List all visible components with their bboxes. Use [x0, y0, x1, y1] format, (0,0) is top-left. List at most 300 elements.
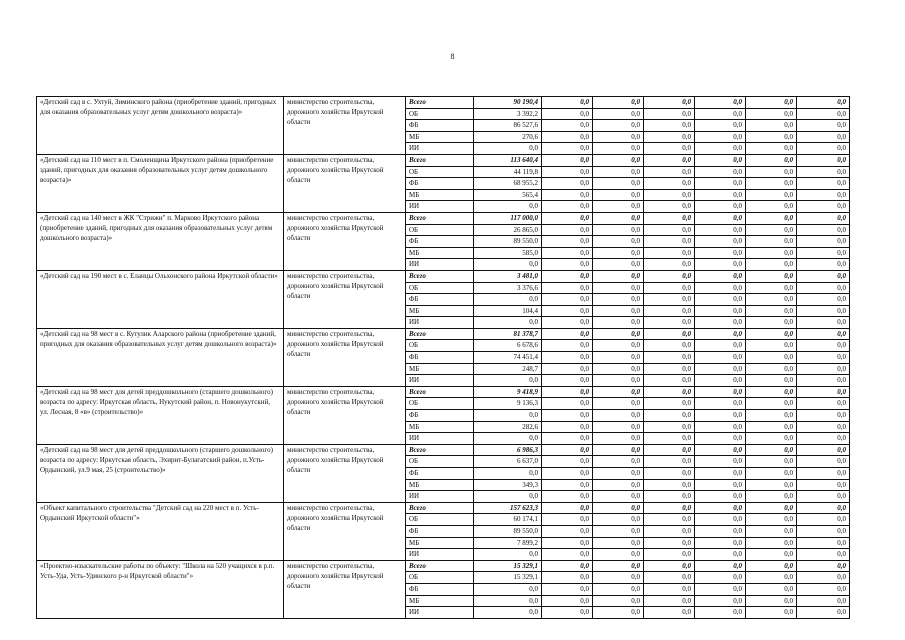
year-value-cell: 0,0 — [797, 502, 850, 514]
year-value-cell: 0,0 — [644, 143, 695, 155]
year-value-cell: 0,0 — [593, 212, 644, 224]
year-value-cell: 0,0 — [542, 247, 593, 259]
amount-cell: 6 637,0 — [474, 456, 542, 468]
amount-cell: 0,0 — [474, 433, 542, 445]
amount-cell: 44 119,8 — [474, 166, 542, 178]
year-value-cell: 0,0 — [746, 607, 797, 619]
year-value-cell: 0,0 — [542, 468, 593, 480]
year-value-cell: 0,0 — [695, 131, 746, 143]
year-value-cell: 0,0 — [746, 421, 797, 433]
year-value-cell: 0,0 — [695, 143, 746, 155]
year-value-cell: 0,0 — [644, 108, 695, 120]
year-value-cell: 0,0 — [644, 398, 695, 410]
year-value-cell: 0,0 — [746, 317, 797, 329]
year-value-cell: 0,0 — [644, 178, 695, 190]
year-value-cell: 0,0 — [593, 352, 644, 364]
year-value-cell: 0,0 — [593, 549, 644, 561]
funding-source: Всего — [406, 444, 474, 456]
year-value-cell: 0,0 — [746, 178, 797, 190]
year-value-cell: 0,0 — [593, 502, 644, 514]
funding-source: ИИ — [406, 201, 474, 213]
year-value-cell: 0,0 — [695, 282, 746, 294]
year-value-cell: 0,0 — [644, 537, 695, 549]
funding-source: ОБ — [406, 282, 474, 294]
year-value-cell: 0,0 — [746, 97, 797, 109]
funding-source: ИИ — [406, 375, 474, 387]
year-value-cell: 0,0 — [695, 479, 746, 491]
year-value-cell: 0,0 — [644, 328, 695, 340]
funding-source: Всего — [406, 154, 474, 166]
year-value-cell: 0,0 — [644, 410, 695, 422]
year-value-cell: 0,0 — [542, 166, 593, 178]
year-value-cell: 0,0 — [593, 178, 644, 190]
year-value-cell: 0,0 — [695, 421, 746, 433]
year-value-cell: 0,0 — [695, 154, 746, 166]
year-value-cell: 0,0 — [593, 131, 644, 143]
amount-cell: 0,0 — [474, 491, 542, 503]
year-value-cell: 0,0 — [542, 479, 593, 491]
amount-cell: 349,3 — [474, 479, 542, 491]
year-value-cell: 0,0 — [746, 236, 797, 248]
year-value-cell: 0,0 — [797, 189, 850, 201]
year-value-cell: 0,0 — [695, 108, 746, 120]
amount-cell: 6 678,6 — [474, 340, 542, 352]
year-value-cell: 0,0 — [797, 212, 850, 224]
year-value-cell: 0,0 — [542, 560, 593, 572]
project-name: «Детский сад на 98 мест для детей преддошкольного (старшего дошкольного) возраста по адресу: Иркутская область, Эхирит-Булагатский район, п.Усть-Ордынский, ул.9 мая, 25 (строительство)» — [37, 444, 284, 502]
year-value-cell: 0,0 — [695, 236, 746, 248]
amount-cell: 565,4 — [474, 189, 542, 201]
amount-cell: 0,0 — [474, 317, 542, 329]
year-value-cell: 0,0 — [695, 305, 746, 317]
year-value-cell: 0,0 — [593, 201, 644, 213]
year-value-cell: 0,0 — [797, 328, 850, 340]
year-value-cell: 0,0 — [542, 607, 593, 619]
year-value-cell: 0,0 — [695, 259, 746, 271]
funding-source: ОБ — [406, 340, 474, 352]
year-value-cell: 0,0 — [593, 479, 644, 491]
year-value-cell: 0,0 — [695, 525, 746, 537]
amount-cell: 270,6 — [474, 131, 542, 143]
year-value-cell: 0,0 — [644, 305, 695, 317]
year-value-cell: 0,0 — [542, 131, 593, 143]
year-value-cell: 0,0 — [797, 375, 850, 387]
year-value-cell: 0,0 — [797, 514, 850, 526]
funding-source: Всего — [406, 212, 474, 224]
year-value-cell: 0,0 — [593, 247, 644, 259]
year-value-cell: 0,0 — [542, 178, 593, 190]
funding-source: ИИ — [406, 143, 474, 155]
year-value-cell: 0,0 — [695, 212, 746, 224]
year-value-cell: 0,0 — [695, 514, 746, 526]
funding-source: Всего — [406, 270, 474, 282]
year-value-cell: 0,0 — [542, 456, 593, 468]
year-value-cell: 0,0 — [644, 247, 695, 259]
funding-source: ИИ — [406, 317, 474, 329]
page-number: 8 — [450, 52, 455, 61]
year-value-cell: 0,0 — [695, 398, 746, 410]
amount-cell: 90 190,4 — [474, 97, 542, 109]
year-value-cell: 0,0 — [746, 120, 797, 132]
year-value-cell: 0,0 — [695, 607, 746, 619]
year-value-cell: 0,0 — [644, 444, 695, 456]
amount-cell: 0,0 — [474, 259, 542, 271]
amount-cell: 113 640,4 — [474, 154, 542, 166]
funding-source: МБ — [406, 421, 474, 433]
year-value-cell: 0,0 — [644, 502, 695, 514]
year-value-cell: 0,0 — [797, 201, 850, 213]
amount-cell: 7 899,2 — [474, 537, 542, 549]
year-value-cell: 0,0 — [593, 108, 644, 120]
year-value-cell: 0,0 — [746, 352, 797, 364]
year-value-cell: 0,0 — [593, 317, 644, 329]
year-value-cell: 0,0 — [644, 270, 695, 282]
year-value-cell: 0,0 — [644, 583, 695, 595]
amount-cell: 157 623,3 — [474, 502, 542, 514]
year-value-cell: 0,0 — [797, 120, 850, 132]
year-value-cell: 0,0 — [542, 386, 593, 398]
year-value-cell: 0,0 — [797, 410, 850, 422]
year-value-cell: 0,0 — [644, 595, 695, 607]
year-value-cell: 0,0 — [542, 514, 593, 526]
year-value-cell: 0,0 — [644, 514, 695, 526]
amount-cell: 81 378,7 — [474, 328, 542, 340]
year-value-cell: 0,0 — [797, 549, 850, 561]
year-value-cell: 0,0 — [644, 294, 695, 306]
year-value-cell: 0,0 — [644, 120, 695, 132]
amount-cell: 0,0 — [474, 583, 542, 595]
funding-source: ФБ — [406, 352, 474, 364]
year-value-cell: 0,0 — [797, 386, 850, 398]
year-value-cell: 0,0 — [695, 549, 746, 561]
year-value-cell: 0,0 — [797, 352, 850, 364]
year-value-cell: 0,0 — [797, 224, 850, 236]
year-value-cell: 0,0 — [593, 340, 644, 352]
year-value-cell: 0,0 — [695, 444, 746, 456]
funding-source: МБ — [406, 595, 474, 607]
year-value-cell: 0,0 — [593, 282, 644, 294]
year-value-cell: 0,0 — [644, 363, 695, 375]
year-value-cell: 0,0 — [797, 294, 850, 306]
year-value-cell: 0,0 — [746, 456, 797, 468]
year-value-cell: 0,0 — [593, 456, 644, 468]
year-value-cell: 0,0 — [542, 549, 593, 561]
year-value-cell: 0,0 — [542, 305, 593, 317]
amount-cell: 0,0 — [474, 201, 542, 213]
year-value-cell: 0,0 — [797, 143, 850, 155]
year-value-cell: 0,0 — [593, 491, 644, 503]
year-value-cell: 0,0 — [797, 282, 850, 294]
amount-cell: 3 481,0 — [474, 270, 542, 282]
year-value-cell: 0,0 — [695, 352, 746, 364]
year-value-cell: 0,0 — [797, 317, 850, 329]
amount-cell: 68 955,2 — [474, 178, 542, 190]
year-value-cell: 0,0 — [797, 491, 850, 503]
year-value-cell: 0,0 — [746, 549, 797, 561]
year-value-cell: 0,0 — [797, 444, 850, 456]
funding-source: ФБ — [406, 178, 474, 190]
year-value-cell: 0,0 — [746, 444, 797, 456]
year-value-cell: 0,0 — [746, 224, 797, 236]
funding-source: ОБ — [406, 224, 474, 236]
year-value-cell: 0,0 — [644, 386, 695, 398]
year-value-cell: 0,0 — [746, 433, 797, 445]
funding-source: Всего — [406, 386, 474, 398]
year-value-cell: 0,0 — [644, 224, 695, 236]
year-value-cell: 0,0 — [695, 572, 746, 584]
year-value-cell: 0,0 — [797, 363, 850, 375]
year-value-cell: 0,0 — [695, 583, 746, 595]
year-value-cell: 0,0 — [644, 154, 695, 166]
year-value-cell: 0,0 — [746, 375, 797, 387]
year-value-cell: 0,0 — [593, 433, 644, 445]
year-value-cell: 0,0 — [644, 340, 695, 352]
year-value-cell: 0,0 — [644, 433, 695, 445]
year-value-cell: 0,0 — [593, 386, 644, 398]
funding-source: ИИ — [406, 607, 474, 619]
year-value-cell: 0,0 — [695, 386, 746, 398]
amount-cell: 0,0 — [474, 595, 542, 607]
funding-source: ОБ — [406, 398, 474, 410]
year-value-cell: 0,0 — [746, 131, 797, 143]
year-value-cell: 0,0 — [542, 375, 593, 387]
year-value-cell: 0,0 — [746, 398, 797, 410]
year-value-cell: 0,0 — [593, 537, 644, 549]
project-name: «Проектно-изыскательские работы по объекту: "Школа на 520 учащихся в р.п. Усть-Уда, Усть-Удинского р-н Иркутской области"» — [37, 560, 284, 618]
responsible-executor: министерство строительства, дорожного хозяйства Иркутской области — [284, 154, 406, 212]
year-value-cell: 0,0 — [746, 247, 797, 259]
amount-cell: 86 527,6 — [474, 120, 542, 132]
year-value-cell: 0,0 — [644, 97, 695, 109]
year-value-cell: 0,0 — [593, 236, 644, 248]
year-value-cell: 0,0 — [797, 247, 850, 259]
year-value-cell: 0,0 — [797, 595, 850, 607]
year-value-cell: 0,0 — [797, 270, 850, 282]
funding-source: ИИ — [406, 549, 474, 561]
year-value-cell: 0,0 — [593, 607, 644, 619]
year-value-cell: 0,0 — [695, 201, 746, 213]
year-value-cell: 0,0 — [542, 363, 593, 375]
year-value-cell: 0,0 — [593, 154, 644, 166]
table-body — [37, 97, 850, 619]
year-value-cell: 0,0 — [797, 97, 850, 109]
year-value-cell: 0,0 — [542, 502, 593, 514]
year-value-cell: 0,0 — [542, 433, 593, 445]
year-value-cell: 0,0 — [593, 328, 644, 340]
year-value-cell: 0,0 — [644, 375, 695, 387]
amount-cell: 585,0 — [474, 247, 542, 259]
year-value-cell: 0,0 — [797, 108, 850, 120]
table-row — [37, 97, 850, 109]
table-row — [37, 328, 850, 340]
year-value-cell: 0,0 — [644, 549, 695, 561]
funding-source: ФБ — [406, 583, 474, 595]
year-value-cell: 0,0 — [644, 479, 695, 491]
year-value-cell: 0,0 — [542, 595, 593, 607]
year-value-cell: 0,0 — [644, 212, 695, 224]
project-name: «Детский сад на 98 мест для детей преддошкольного (старшего дошкольного) возраста по адресу: Иркутская область, Нукутский район, п. Новонукутский, ул. Лесная, 8 «в» (строительство)» — [37, 386, 284, 444]
year-value-cell: 0,0 — [593, 421, 644, 433]
funding-source: ИИ — [406, 259, 474, 271]
year-value-cell: 0,0 — [797, 166, 850, 178]
year-value-cell: 0,0 — [542, 236, 593, 248]
year-value-cell: 0,0 — [746, 108, 797, 120]
project-name: «Детский сад в с. Ухтуй, Зиминского района (приобретение зданий, пригодных для оказания образовательных услуг детям дошкольного возраста)» — [37, 97, 284, 155]
year-value-cell: 0,0 — [644, 282, 695, 294]
year-value-cell: 0,0 — [593, 560, 644, 572]
responsible-executor: министерство строительства, дорожного хозяйства Иркутской области — [284, 270, 406, 328]
year-value-cell: 0,0 — [746, 525, 797, 537]
amount-cell: 282,6 — [474, 421, 542, 433]
year-value-cell: 0,0 — [797, 340, 850, 352]
year-value-cell: 0,0 — [797, 456, 850, 468]
year-value-cell: 0,0 — [644, 456, 695, 468]
year-value-cell: 0,0 — [593, 166, 644, 178]
responsible-executor: министерство строительства, дорожного хозяйства Иркутской области — [284, 212, 406, 270]
year-value-cell: 0,0 — [593, 189, 644, 201]
year-value-cell: 0,0 — [746, 491, 797, 503]
year-value-cell: 0,0 — [542, 340, 593, 352]
year-value-cell: 0,0 — [695, 328, 746, 340]
year-value-cell: 0,0 — [593, 525, 644, 537]
amount-cell: 0,0 — [474, 143, 542, 155]
amount-cell: 104,4 — [474, 305, 542, 317]
year-value-cell: 0,0 — [542, 294, 593, 306]
year-value-cell: 0,0 — [797, 560, 850, 572]
year-value-cell: 0,0 — [644, 468, 695, 480]
funding-source: МБ — [406, 305, 474, 317]
funding-source: Всего — [406, 502, 474, 514]
responsible-executor: министерство строительства, дорожного хозяйства Иркутской области — [284, 97, 406, 155]
amount-cell: 0,0 — [474, 549, 542, 561]
year-value-cell: 0,0 — [746, 282, 797, 294]
year-value-cell: 0,0 — [695, 224, 746, 236]
project-name: «Детский сад на 98 мест в с. Кутулик Аларского района (приобретение зданий, пригодных для оказания образовательных услуг детям дошкольного возраста)» — [37, 328, 284, 386]
amount-cell: 26 865,0 — [474, 224, 542, 236]
responsible-executor: министерство строительства, дорожного хозяйства Иркутской области — [284, 502, 406, 560]
year-value-cell: 0,0 — [593, 398, 644, 410]
funding-source: Всего — [406, 560, 474, 572]
year-value-cell: 0,0 — [695, 178, 746, 190]
year-value-cell: 0,0 — [542, 259, 593, 271]
year-value-cell: 0,0 — [746, 363, 797, 375]
year-value-cell: 0,0 — [695, 491, 746, 503]
year-value-cell: 0,0 — [797, 398, 850, 410]
amount-cell: 15 329,1 — [474, 560, 542, 572]
year-value-cell: 0,0 — [695, 97, 746, 109]
project-name: «Детский сад на 190 мест в с. Еланцы Ольхонского района Иркутской области» — [37, 270, 284, 328]
year-value-cell: 0,0 — [542, 583, 593, 595]
year-value-cell: 0,0 — [644, 259, 695, 271]
year-value-cell: 0,0 — [797, 433, 850, 445]
amount-cell: 15 329,1 — [474, 572, 542, 584]
year-value-cell: 0,0 — [593, 224, 644, 236]
amount-cell: 3 392,2 — [474, 108, 542, 120]
funding-source: ФБ — [406, 468, 474, 480]
year-value-cell: 0,0 — [695, 294, 746, 306]
project-name: «Объект капитального строительства "Детский сад на 220 мест в п. Усть-Ордынский Иркутской области"» — [37, 502, 284, 560]
year-value-cell: 0,0 — [593, 363, 644, 375]
table-row — [37, 444, 850, 456]
table-row — [37, 502, 850, 514]
year-value-cell: 0,0 — [746, 143, 797, 155]
table-row — [37, 560, 850, 572]
year-value-cell: 0,0 — [746, 189, 797, 201]
year-value-cell: 0,0 — [746, 386, 797, 398]
year-value-cell: 0,0 — [797, 421, 850, 433]
year-value-cell: 0,0 — [746, 514, 797, 526]
funding-source: ФБ — [406, 410, 474, 422]
year-value-cell: 0,0 — [797, 525, 850, 537]
year-value-cell: 0,0 — [695, 456, 746, 468]
amount-cell: 0,0 — [474, 294, 542, 306]
year-value-cell: 0,0 — [593, 120, 644, 132]
funding-source: ОБ — [406, 456, 474, 468]
year-value-cell: 0,0 — [542, 525, 593, 537]
responsible-executor: министерство строительства, дорожного хозяйства Иркутской области — [284, 444, 406, 502]
year-value-cell: 0,0 — [797, 305, 850, 317]
year-value-cell: 0,0 — [695, 340, 746, 352]
year-value-cell: 0,0 — [542, 212, 593, 224]
funding-source: ОБ — [406, 166, 474, 178]
year-value-cell: 0,0 — [746, 259, 797, 271]
year-value-cell: 0,0 — [593, 595, 644, 607]
year-value-cell: 0,0 — [695, 317, 746, 329]
year-value-cell: 0,0 — [746, 212, 797, 224]
year-value-cell: 0,0 — [593, 514, 644, 526]
funding-source: ОБ — [406, 572, 474, 584]
funding-source: ИИ — [406, 433, 474, 445]
year-value-cell: 0,0 — [542, 270, 593, 282]
responsible-executor: министерство строительства, дорожного хозяйства Иркутской области — [284, 386, 406, 444]
table-row — [37, 212, 850, 224]
year-value-cell: 0,0 — [593, 572, 644, 584]
year-value-cell: 0,0 — [695, 120, 746, 132]
year-value-cell: 0,0 — [695, 410, 746, 422]
funding-source: МБ — [406, 189, 474, 201]
year-value-cell: 0,0 — [797, 537, 850, 549]
year-value-cell: 0,0 — [797, 479, 850, 491]
year-value-cell: 0,0 — [695, 502, 746, 514]
amount-cell: 6 986,3 — [474, 444, 542, 456]
amount-cell: 0,0 — [474, 375, 542, 387]
year-value-cell: 0,0 — [593, 259, 644, 271]
year-value-cell: 0,0 — [695, 189, 746, 201]
amount-cell: 74 451,4 — [474, 352, 542, 364]
year-value-cell: 0,0 — [695, 247, 746, 259]
year-value-cell: 0,0 — [746, 572, 797, 584]
year-value-cell: 0,0 — [644, 201, 695, 213]
year-value-cell: 0,0 — [746, 468, 797, 480]
year-value-cell: 0,0 — [644, 607, 695, 619]
year-value-cell: 0,0 — [644, 421, 695, 433]
year-value-cell: 0,0 — [746, 583, 797, 595]
year-value-cell: 0,0 — [542, 328, 593, 340]
funding-source: МБ — [406, 479, 474, 491]
year-value-cell: 0,0 — [746, 294, 797, 306]
year-value-cell: 0,0 — [797, 131, 850, 143]
year-value-cell: 0,0 — [746, 166, 797, 178]
table-row — [37, 270, 850, 282]
year-value-cell: 0,0 — [542, 189, 593, 201]
year-value-cell: 0,0 — [644, 166, 695, 178]
year-value-cell: 0,0 — [593, 583, 644, 595]
funding-source: ФБ — [406, 236, 474, 248]
amount-cell: 3 376,6 — [474, 282, 542, 294]
year-value-cell: 0,0 — [746, 537, 797, 549]
year-value-cell: 0,0 — [746, 410, 797, 422]
year-value-cell: 0,0 — [695, 560, 746, 572]
